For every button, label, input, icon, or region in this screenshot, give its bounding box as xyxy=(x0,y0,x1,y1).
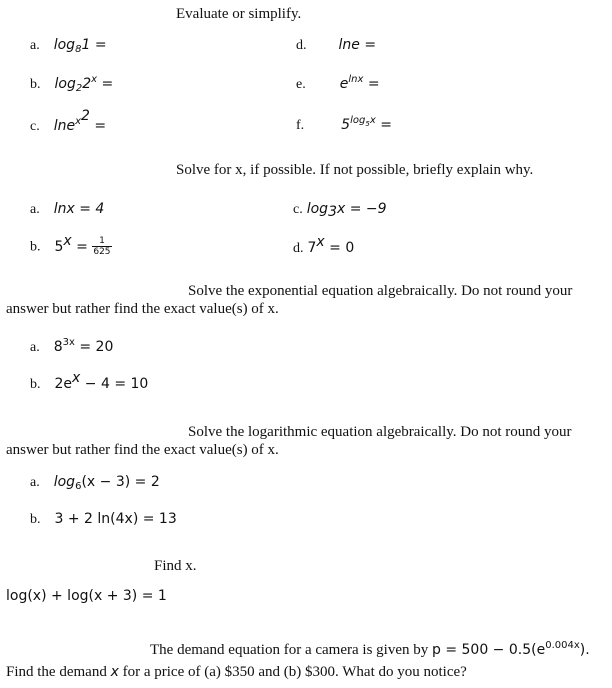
s1-item-e: e. $e^{lnx}$ = xyxy=(296,74,380,92)
s2-item-c: c. $\log_3x = -9$ xyxy=(293,201,387,220)
fraction: $\frac{1}{625}$ xyxy=(93,236,111,257)
section2-title: Solve for x, if possible. If not possible, briefly explain why. xyxy=(176,162,534,178)
section3-line1: Solve the exponential equation algebraically. Do not round your xyxy=(188,283,573,299)
s3-item-b: b. $2e^x - 4 = 10$ xyxy=(30,370,149,392)
s4-item-a: a. $\log_6(x - 3) = 2$ xyxy=(30,474,160,492)
s3-item-a: a. $8^{3x} = 20$ xyxy=(30,337,114,355)
s1-item-b: b. $\log_22^x$ = xyxy=(30,74,114,94)
s2-item-a: a. lnx = 4 xyxy=(30,201,105,217)
s1-item-c: c. lne$^{x^2}$ = xyxy=(30,108,107,134)
section5-equation: log(x) + log(x + 3) = 1 xyxy=(6,588,167,604)
section5-title: Find x. xyxy=(154,558,197,574)
section3-line2: answer but rather find the exact value(s) of x. xyxy=(6,301,279,317)
section6-line1: The demand equation for a camera is given by $p = 500 - 0.5(e^{0.004x})$. xyxy=(150,640,590,658)
s1-item-f: f. $5^{log_5x}$ = xyxy=(296,115,392,133)
label: a. xyxy=(30,38,40,53)
section4-line2: answer but rather find the exact value(s) of x. xyxy=(6,442,279,458)
s2-item-b: b. 5$^x$ = $\frac{1}{625}$ xyxy=(30,232,111,257)
section6-line2: Find the demand x for a price of (a) $350 and (b) $300. What do you notice? xyxy=(6,664,467,680)
s4-item-b: b. 3 + 2 ln(4x) = 13 xyxy=(30,511,177,527)
section4-line1: Solve the logarithmic equation algebraically. Do not round your xyxy=(188,424,572,440)
s2-item-d: d. $7^x = 0$ xyxy=(293,234,355,256)
s1-item-d: d. lne = xyxy=(296,37,377,53)
s1-item-a: a. $\log_81$ = xyxy=(30,37,107,55)
section1-title: Evaluate or simplify. xyxy=(176,6,302,22)
